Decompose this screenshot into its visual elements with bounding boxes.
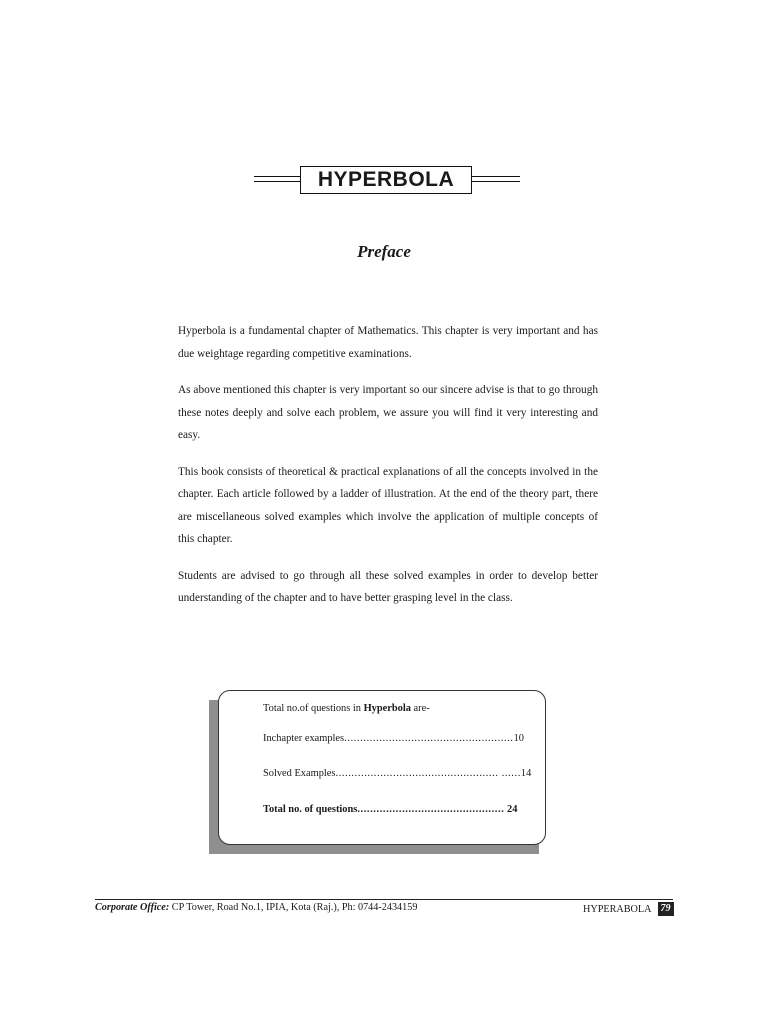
summary-intro-chapter: Hyperbola	[363, 703, 411, 714]
inchapter-leader: .....................................................	[344, 733, 514, 744]
footer-office	[95, 902, 417, 913]
paragraph: This book consists of theoretical & practical explanations of all the concepts involved in the chapter. Each article followed by a ladder of illustration. At the end of the theory part, there are miscellaneous solved examples which involve the application of multiple concepts of this chapter.	[178, 465, 598, 545]
preface-body	[178, 320, 598, 624]
title-text: HYPERBOLA	[300, 166, 472, 194]
total-leader: ..............................................	[357, 804, 505, 815]
summary-intro-suffix: are-	[410, 703, 430, 714]
inchapter-examples-row	[263, 733, 524, 744]
solved-leader: ................................................... ......	[335, 768, 521, 779]
total-questions-row	[263, 804, 517, 815]
solved-label: Solved Examples	[263, 768, 336, 779]
question-summary-box	[218, 690, 546, 845]
paragraph: Hyperbola is a fundamental chapter of Mathematics. This chapter is very important and has due weightage regarding competitive examinations.	[178, 325, 598, 360]
total-label: Total no. of questions	[263, 804, 358, 815]
page-number: 79	[658, 902, 674, 916]
inchapter-count: 10	[513, 733, 524, 744]
office-address: CP Tower, Road No.1, IPIA, Kota (Raj.), Ph: 0744-2434159	[169, 902, 418, 913]
paragraph: As above mentioned this chapter is very important so our sincere advise is that to go through these notes deeply and solve each problem, we assure you will find it very interesting and easy.	[178, 384, 598, 441]
solved-examples-row	[263, 768, 531, 779]
summary-intro	[263, 703, 430, 714]
inchapter-label: Inchapter examples	[263, 733, 345, 744]
footer-chapter	[583, 902, 674, 916]
footer-divider	[95, 899, 673, 900]
footer-chapter-name: HYPERABOLA	[583, 903, 652, 915]
chapter-title	[254, 166, 520, 196]
paragraph: Students are advised to go through all these solved examples in order to develop better understanding of the chapter and to have better grasping level in the class.	[178, 569, 598, 604]
office-label: Corporate Office:	[95, 902, 170, 913]
title-left-rule	[254, 176, 300, 182]
total-count: 24	[504, 804, 518, 815]
summary-intro-prefix: Total no.of questions in	[263, 703, 364, 714]
title-right-rule	[472, 176, 520, 182]
preface-heading: Preface	[357, 242, 411, 261]
solved-count: 14	[520, 768, 532, 779]
